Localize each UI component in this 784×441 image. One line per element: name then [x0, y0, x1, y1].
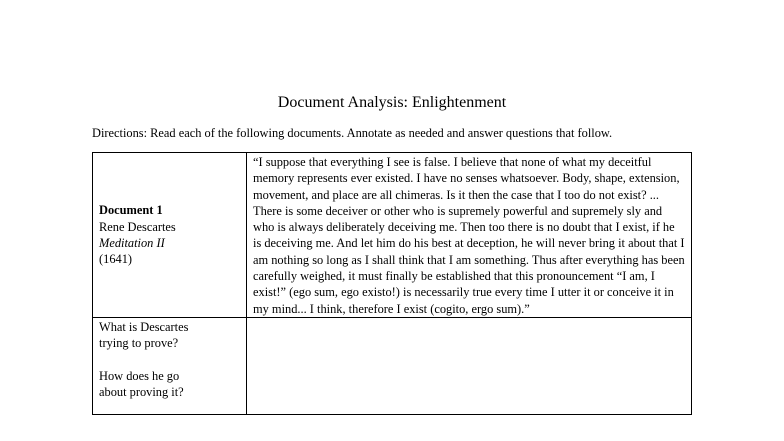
document-title: Document Analysis: Enlightenment — [277, 94, 507, 111]
publication-year: (1641) — [99, 252, 133, 267]
spacer — [99, 352, 240, 368]
document-table — [92, 152, 692, 415]
author-name: Rene Descartes — [99, 219, 176, 234]
quote-cell — [247, 153, 692, 318]
question-1-line-2: trying to prove? — [99, 336, 179, 351]
directions-text: Directions: Read each of the following documents. Annotate as needed and answer questions that follow. — [92, 126, 613, 140]
question-cell — [93, 317, 247, 414]
document-label: Document 1 — [99, 203, 163, 218]
quote-text: “I suppose that everything I see is false. I believe that none of what my deceitful memory represents ever existed. I have no senses whatsoever. Body, shape, extension, movement, and place are all chimeras. Is it then the case that I too do not exist? ... There is some deceiver or other who is supremely powerful and supremely sly and who is always deliberately deceiving me. Then too there is no doubt that I exist, if he is deceiving me. And let him do his best at deception, he will never bring it about that I am nothing so long as I shall think that I am something. Thus after everything has been carefully weighed, it must finally be established that this pronouncement “I am, I exist!” (ego sum, ego existo!) is necessarily true every time I utter it or conceive it in my mind... I think, therefore I exist (cogito, ergo sum).” — [253, 155, 685, 316]
answer-cell[interactable] — [247, 317, 692, 414]
question-2-line-1: How does he go — [99, 368, 180, 383]
question-2-line-2: about proving it? — [99, 384, 184, 399]
table-row — [93, 153, 692, 318]
question-1-line-1: What is Descartes — [99, 319, 189, 334]
work-title: Meditation II — [99, 235, 165, 250]
source-cell — [93, 153, 247, 318]
table-row — [93, 317, 692, 414]
